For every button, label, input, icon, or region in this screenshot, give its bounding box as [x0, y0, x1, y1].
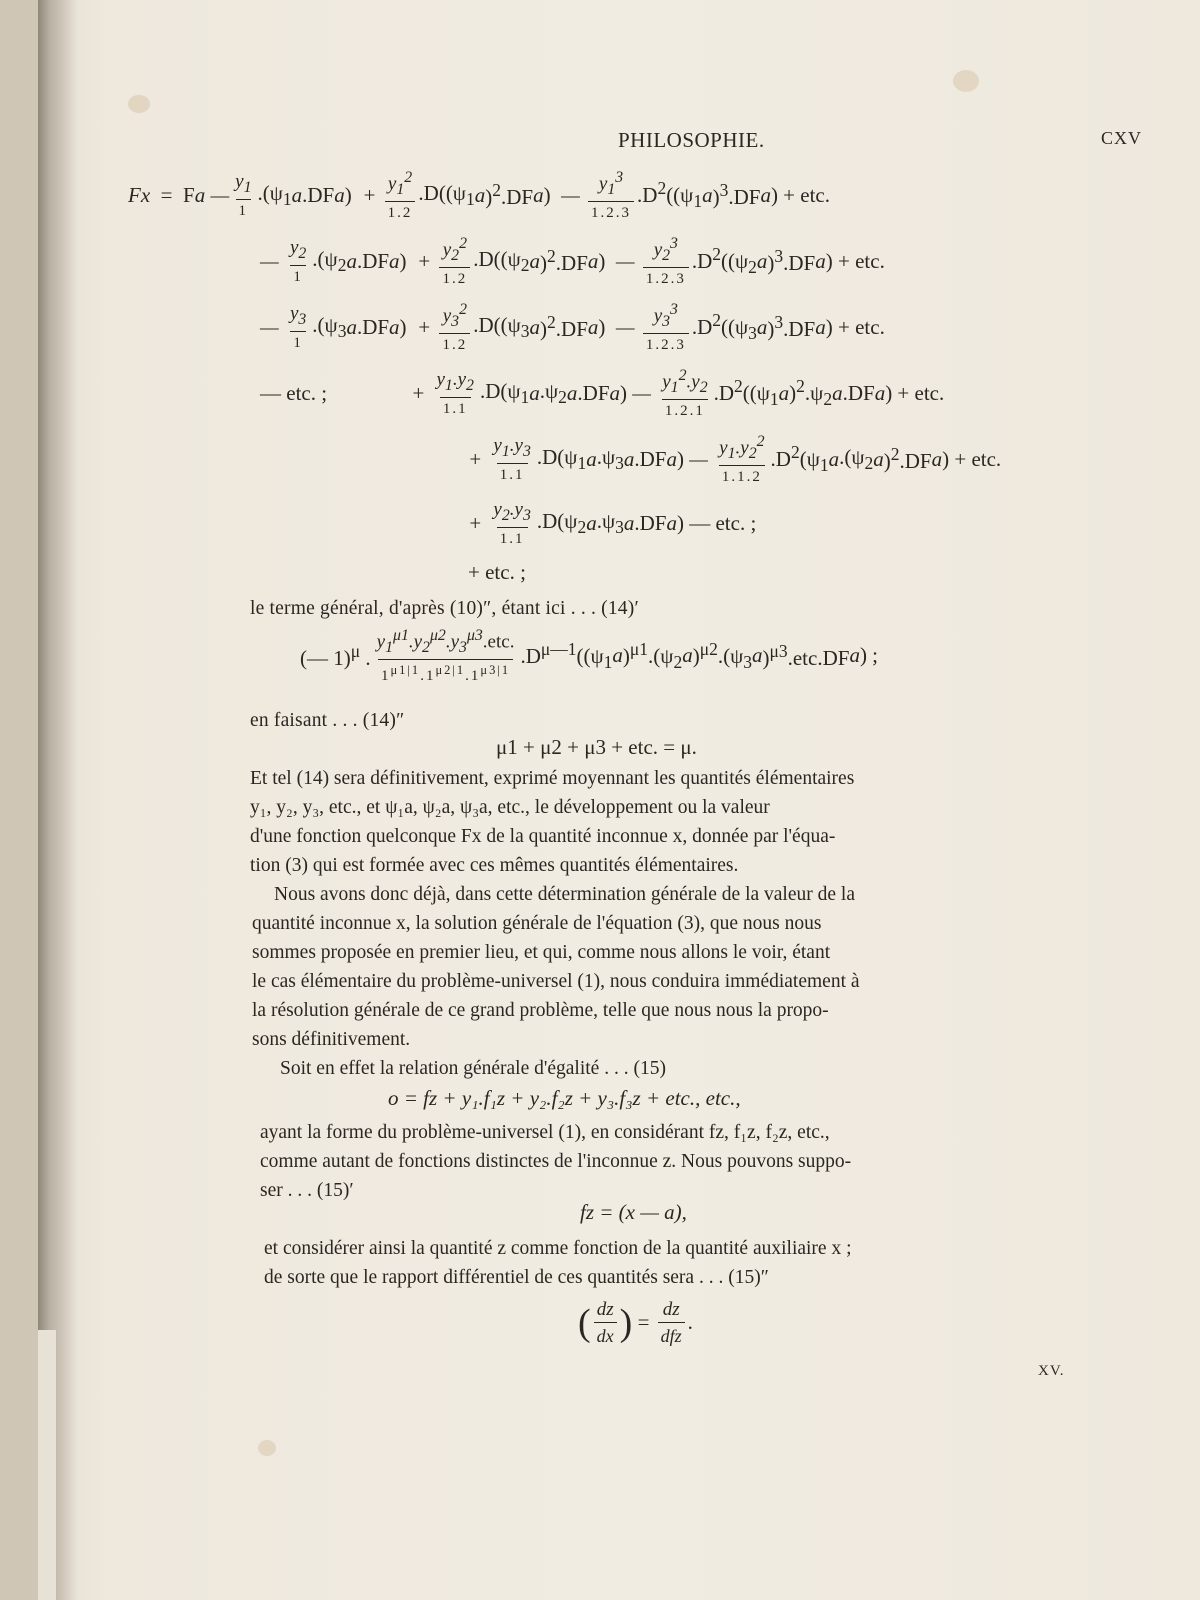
running-head-title: PHILOSOPHIE. [618, 128, 765, 152]
paper-stain [953, 70, 979, 92]
equation-row-5: + $\frac{y_1.y_3}{1.1}$ $.D(\psi_1$ a $.\psi_3$ a .DF a ) — $\frac{y_1.y_2^2}{1.1.2}$ $.D^2(\psi_1$ a $.(\psi_2$ a )$^2$.DF a ) + etc. [468, 433, 1002, 485]
paragraph-2-line-6: sons définitivement. [252, 1029, 411, 1050]
paragraph-1-line-3: d'une fonction quelconque Fx de la quantité inconnue x, donnée par l'équa- [250, 826, 836, 847]
paragraph-2-line-4: le cas élémentaire du problème-universel (1), nous conduira immédiatement à [252, 971, 860, 992]
equation-row-4: — etc. ; + $\frac{y_1.y_2}{1.1}$ $.D(\psi_1$ a $.\psi_2$ a .DF a ) — $\frac{y_1^2.y_2}{1.2.1}$ $.D^2((\psi_1$ a )$^2.\psi_2$ a .DF a ) + etc. [260, 367, 945, 419]
paragraph-1-line-1: Et tel (14) sera définitivement, exprimé moyennant les quantités élémentaires [250, 768, 855, 789]
equation-15-double-prime: ( $\frac{dz}{dx}$ ) = $\frac{dz}{\text{dfz}}$ . [578, 1299, 693, 1346]
paragraph-4-line-2: de sorte que le rapport différentiel de ces quantités sera . . . (15)″ [264, 1267, 769, 1288]
paragraph-1-line-2: y₁, y₂, y₃, etc., et ψ₁a, ψ₂a, ψ₃a, etc., le développement ou la valeur [250, 797, 770, 818]
equation-row-2: — $\frac{y_2}{1}$ $.(\psi_2$ a .DF a ) + $\frac{y_2^2}{1.2}$ $.D((\psi_2$ a )$^2$.DF a ) — $\frac{y_2^3}{1.2.3}$ $.D^2((\psi_2$ a )$^3$.DF a ) + etc. [260, 235, 885, 287]
equation-15-prime: fz = (x — a), [580, 1200, 687, 1224]
paragraph-1-line-4: tion (3) qui est formée avec ces mêmes quantités élémentaires. [250, 855, 739, 876]
equation-row-6: + $\frac{y_2.y_3}{1.1}$ $.D(\psi_2$ a $.\psi_3$ a .DF a ) — etc. ; [468, 499, 757, 547]
relation-intro-line: Soit en effet la relation générale d'égalité . . . (15) [280, 1058, 666, 1079]
general-term-equation: (— 1)$^\mu$ . $\frac{y_1^{\mu 1}.y_2^{\mu 2}.y_3^{\mu 3}.etc.}{1^{\mu 1|1}.1^{\mu 2|1}.1^{\mu 3|1}}$ $.D^{\mu—1}((\psi_1$ a )$^{\mu 1}.(\psi_2$ a )$^{\mu 2}.(\psi_3$ a )$^{\mu 3}$.etc.DF a ) ; [300, 627, 879, 684]
mu-sum-equation: μ1 + μ2 + μ3 + etc. = μ. [496, 735, 697, 759]
equation-row-7: + etc. ; [468, 560, 526, 584]
equation-row-3: — $\frac{y_3}{1}$ $.(\psi_3$ a .DF a ) + $\frac{y_3^2}{1.2}$ $.D((\psi_3$ a )$^2$.DF a ) — $\frac{y_3^3}{1.2.3}$ $.D^2((\psi_3$ a )$^3$.DF a ) + etc. [260, 301, 885, 353]
equation-row-1: F x = F a — $\frac{y_1}{1}$ $.(\psi_1$ a .DF a ) + $\frac{y_1^2}{1.2}$ $.D((\psi_1$ a )$^2$.DF a ) — $\frac{y_1^3}{1.2.3}$ $.D^2((\psi_1$ a )$^3$.DF a ) + etc. [128, 169, 830, 221]
paragraph-2-line-3: sommes proposée en premier lieu, et qui, comme nous allons le voir, étant [252, 942, 831, 963]
adjacent-page-edge [38, 1330, 56, 1600]
paragraph-3-line-1: ayant la forme du problème-universel (1), en considérant fz, f₁z, f₂z, etc., [260, 1122, 830, 1143]
book-page [38, 0, 1200, 1600]
general-term-line: le terme général, d'après (10)″, étant ici . . . (14)′ [250, 598, 639, 619]
paper-stain [258, 1440, 276, 1456]
page-number: CXV [1101, 128, 1143, 148]
equation-15: o = fz + y₁.f₁z + y₂.f₂z + y₃.f₃z + etc., etc., [388, 1086, 741, 1110]
paragraph-3-line-2: comme autant de fonctions distinctes de l'inconnue z. Nous pouvons suppo- [260, 1151, 852, 1172]
paragraph-2-line-2: quantité inconnue x, la solution générale de l'équation (3), que nous nous [252, 913, 822, 934]
paper-stain [128, 95, 150, 113]
paragraph-2-line-1: Nous avons donc déjà, dans cette détermination générale de la valeur de la [274, 884, 855, 905]
paragraph-2-line-5: la résolution générale de ce grand problème, telle que nous nous la propo- [252, 1000, 829, 1021]
paragraph-3-line-3: ser . . . (15)′ [260, 1180, 354, 1201]
paragraph-4-line-1: et considérer ainsi la quantité z comme fonction de la quantité auxiliaire x ; [264, 1238, 852, 1259]
signature-mark: XV. [1038, 1363, 1065, 1379]
faisant-line: en faisant . . . (14)″ [250, 710, 405, 731]
